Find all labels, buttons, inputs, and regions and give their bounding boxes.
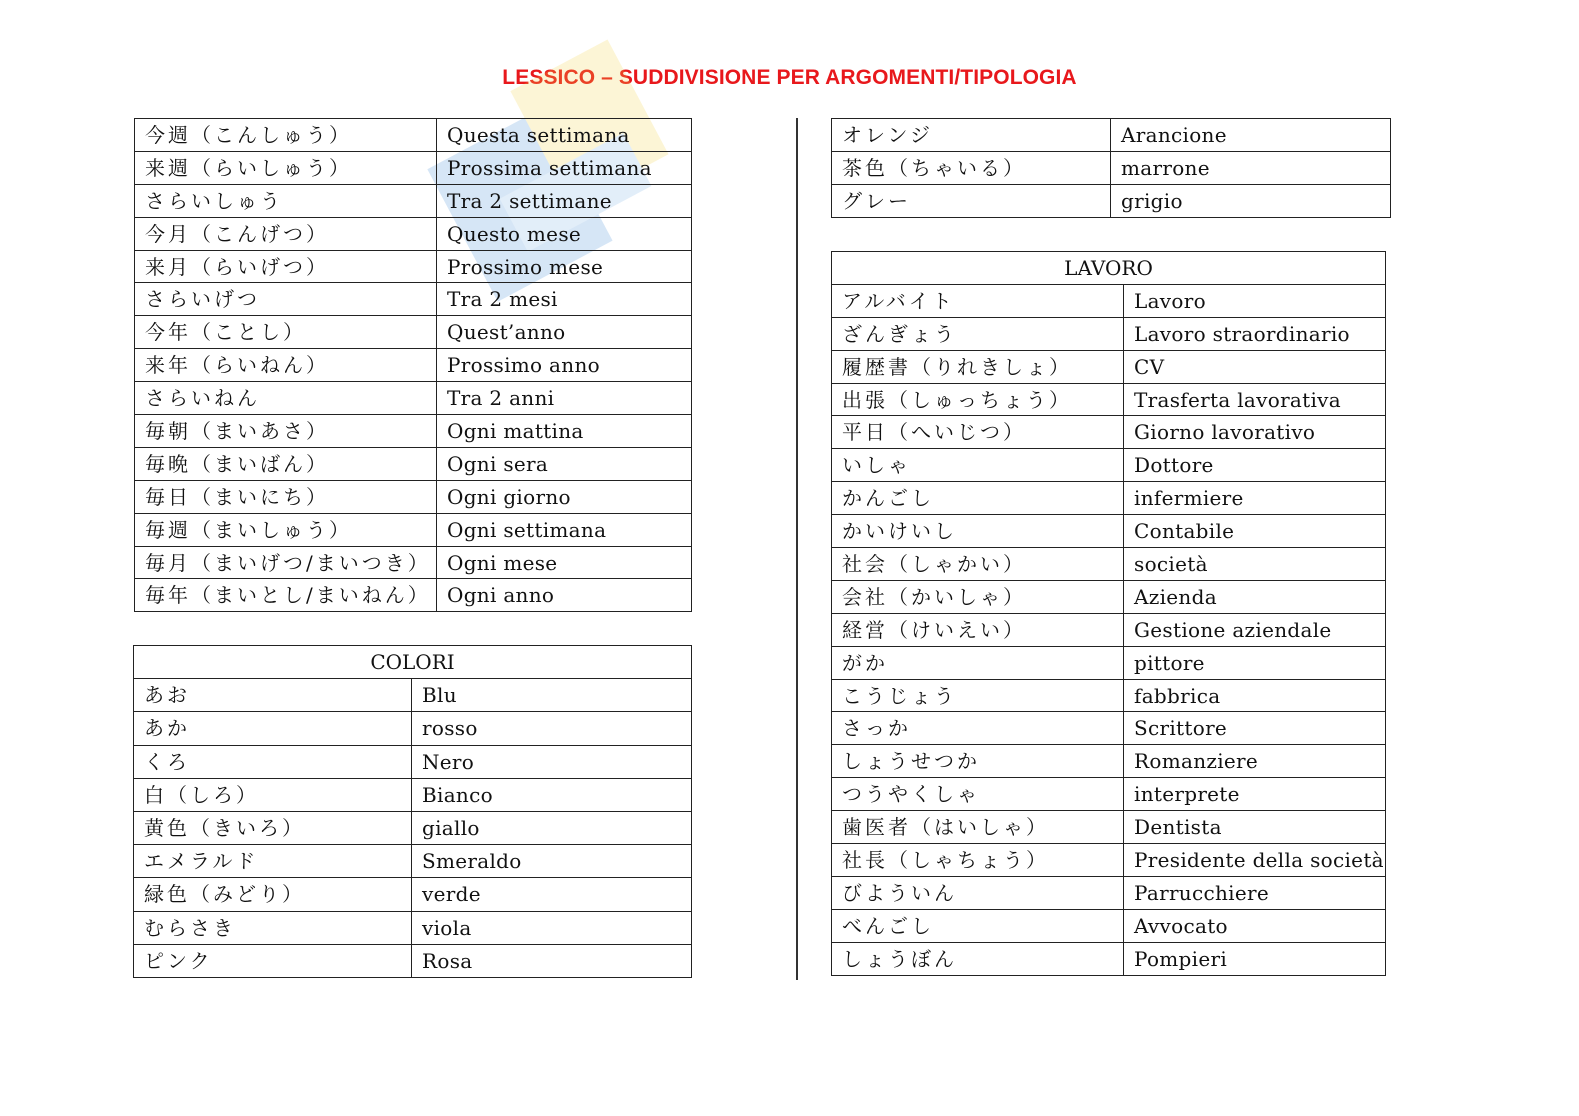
italian-translation: marrone xyxy=(1111,152,1391,185)
japanese-term: さらいしゅう xyxy=(135,184,437,217)
japanese-term: かんごし xyxy=(832,482,1124,515)
table-row xyxy=(134,712,692,745)
italian-translation: Lavoro xyxy=(1124,284,1386,317)
japanese-term: 歯医者（はいしゃ） xyxy=(832,811,1124,844)
japanese-term: さっか xyxy=(832,712,1124,745)
japanese-term: 毎日（まいにち） xyxy=(135,480,437,513)
japanese-term: 毎週（まいしゅう） xyxy=(135,513,437,546)
italian-translation: Tra 2 mesi xyxy=(437,283,692,316)
table-row xyxy=(135,151,692,184)
japanese-term: さらいねん xyxy=(135,382,437,415)
table-row xyxy=(832,646,1386,679)
japanese-term: かいけいし xyxy=(832,515,1124,548)
table-row xyxy=(135,546,692,579)
italian-translation: Azienda xyxy=(1124,580,1386,613)
japanese-term: グレー xyxy=(832,185,1111,218)
italian-translation: Ogni mattina xyxy=(437,415,692,448)
italian-translation: Questa settimana xyxy=(437,119,692,152)
table-row xyxy=(134,745,692,778)
italian-translation: pittore xyxy=(1124,646,1386,679)
table-row xyxy=(832,679,1386,712)
colors-table-header: COLORI xyxy=(134,646,692,679)
italian-translation: Dottore xyxy=(1124,449,1386,482)
japanese-term: しょうせつか xyxy=(832,745,1124,778)
japanese-term: あお xyxy=(134,679,412,712)
japanese-term: しょうぼん xyxy=(832,942,1124,975)
japanese-term: 平日（へいじつ） xyxy=(832,416,1124,449)
table-row xyxy=(135,316,692,349)
table-row xyxy=(135,382,692,415)
japanese-term: 毎晩（まいばん） xyxy=(135,447,437,480)
japanese-term: 毎年（まいとし/まいねん） xyxy=(135,579,437,612)
italian-translation: Lavoro straordinario xyxy=(1124,317,1386,350)
japanese-term: 緑色（みどり） xyxy=(134,878,412,911)
japanese-term: 白（しろ） xyxy=(134,778,412,811)
italian-translation: Bianco xyxy=(412,778,692,811)
table-row xyxy=(832,383,1386,416)
italian-translation: Ogni mese xyxy=(437,546,692,579)
table-row xyxy=(832,844,1386,877)
italian-translation: Avvocato xyxy=(1124,909,1386,942)
table-row xyxy=(134,911,692,944)
japanese-term: 社長（しゃちょう） xyxy=(832,844,1124,877)
table-row xyxy=(135,349,692,382)
italian-translation: infermiere xyxy=(1124,482,1386,515)
japanese-term: 社会（しゃかい） xyxy=(832,548,1124,581)
italian-translation: Gestione aziendale xyxy=(1124,613,1386,646)
japanese-term: びよういん xyxy=(832,876,1124,909)
italian-translation: Questo mese xyxy=(437,217,692,250)
italian-translation: viola xyxy=(412,911,692,944)
italian-translation: grigio xyxy=(1111,185,1391,218)
table-row xyxy=(134,778,692,811)
italian-translation: Prossimo anno xyxy=(437,349,692,382)
table-row xyxy=(832,482,1386,515)
table-row xyxy=(135,250,692,283)
japanese-term: 来年（らいねん） xyxy=(135,349,437,382)
japanese-term: 茶色（ちゃいる） xyxy=(832,152,1111,185)
italian-translation: Prossima settimana xyxy=(437,151,692,184)
table-row xyxy=(134,811,692,844)
italian-translation: giallo xyxy=(412,811,692,844)
italian-translation: Presidente della società xyxy=(1124,844,1386,877)
table-row xyxy=(832,811,1386,844)
table-row xyxy=(832,580,1386,613)
japanese-term: アルバイト xyxy=(832,284,1124,317)
japanese-term: 今月（こんげつ） xyxy=(135,217,437,250)
japanese-term: くろ xyxy=(134,745,412,778)
table-row xyxy=(832,449,1386,482)
column-divider xyxy=(796,118,798,980)
italian-translation: CV xyxy=(1124,350,1386,383)
table-row xyxy=(134,944,692,977)
japanese-term: べんごし xyxy=(832,909,1124,942)
italian-translation: Ogni anno xyxy=(437,579,692,612)
table-row xyxy=(832,284,1386,317)
japanese-term: いしゃ xyxy=(832,449,1124,482)
work-table xyxy=(831,251,1386,976)
table-row xyxy=(832,119,1391,152)
italian-translation: Quest’anno xyxy=(437,316,692,349)
italian-translation: rosso xyxy=(412,712,692,745)
japanese-term: ざんぎょう xyxy=(832,317,1124,350)
italian-translation: Ogni sera xyxy=(437,447,692,480)
italian-translation: Tra 2 settimane xyxy=(437,184,692,217)
time-expressions-table xyxy=(134,118,692,612)
table-row xyxy=(832,185,1391,218)
italian-translation: Arancione xyxy=(1111,119,1391,152)
table-row xyxy=(135,513,692,546)
italian-translation: società xyxy=(1124,548,1386,581)
japanese-term: 会社（かいしゃ） xyxy=(832,580,1124,613)
japanese-term: 出張（しゅっちょう） xyxy=(832,383,1124,416)
italian-translation: Smeraldo xyxy=(412,845,692,878)
japanese-term: つうやくしゃ xyxy=(832,778,1124,811)
work-table-header: LAVORO xyxy=(832,252,1386,285)
table-row xyxy=(134,878,692,911)
table-row xyxy=(135,283,692,316)
japanese-term: 来月（らいげつ） xyxy=(135,250,437,283)
italian-translation: Ogni giorno xyxy=(437,480,692,513)
table-row xyxy=(832,613,1386,646)
italian-translation: Dentista xyxy=(1124,811,1386,844)
italian-translation: Pompieri xyxy=(1124,942,1386,975)
japanese-term: 黄色（きいろ） xyxy=(134,811,412,844)
japanese-term: 履歴書（りれきしょ） xyxy=(832,350,1124,383)
table-row xyxy=(832,876,1386,909)
japanese-term: エメラルド xyxy=(134,845,412,878)
italian-translation: Tra 2 anni xyxy=(437,382,692,415)
table-row xyxy=(135,217,692,250)
table-row xyxy=(134,679,692,712)
table-row xyxy=(832,416,1386,449)
table-row xyxy=(832,152,1391,185)
table-row xyxy=(832,712,1386,745)
japanese-term: 今年（ことし） xyxy=(135,316,437,349)
italian-translation: Nero xyxy=(412,745,692,778)
table-row xyxy=(832,350,1386,383)
table-row xyxy=(135,579,692,612)
japanese-term: 毎朝（まいあさ） xyxy=(135,415,437,448)
table-row xyxy=(832,515,1386,548)
italian-translation: interprete xyxy=(1124,778,1386,811)
japanese-term: 今週（こんしゅう） xyxy=(135,119,437,152)
colors-table xyxy=(133,645,692,978)
table-row xyxy=(832,909,1386,942)
italian-translation: fabbrica xyxy=(1124,679,1386,712)
italian-translation: Ogni settimana xyxy=(437,513,692,546)
table-row xyxy=(134,845,692,878)
italian-translation: Rosa xyxy=(412,944,692,977)
page-title: LESSICO – SUDDIVISIONE PER ARGOMENTI/TIPOLOGIA xyxy=(502,66,1077,89)
table-row xyxy=(832,317,1386,350)
japanese-term: 来週（らいしゅう） xyxy=(135,151,437,184)
italian-translation: Trasferta lavorativa xyxy=(1124,383,1386,416)
japanese-term: あか xyxy=(134,712,412,745)
italian-translation: verde xyxy=(412,878,692,911)
more-colors-table xyxy=(831,118,1391,218)
table-row xyxy=(135,480,692,513)
table-row xyxy=(832,942,1386,975)
japanese-term: こうじょう xyxy=(832,679,1124,712)
table-row xyxy=(832,548,1386,581)
japanese-term: 毎月（まいげつ/まいつき） xyxy=(135,546,437,579)
table-row xyxy=(832,778,1386,811)
japanese-term: がか xyxy=(832,646,1124,679)
japanese-term: さらいげつ xyxy=(135,283,437,316)
italian-translation: Scrittore xyxy=(1124,712,1386,745)
table-row xyxy=(135,415,692,448)
italian-translation: Parrucchiere xyxy=(1124,876,1386,909)
japanese-term: むらさき xyxy=(134,911,412,944)
italian-translation: Contabile xyxy=(1124,515,1386,548)
japanese-term: オレンジ xyxy=(832,119,1111,152)
table-row xyxy=(135,184,692,217)
italian-translation: Giorno lavorativo xyxy=(1124,416,1386,449)
japanese-term: ピンク xyxy=(134,944,412,977)
table-row xyxy=(832,745,1386,778)
italian-translation: Romanziere xyxy=(1124,745,1386,778)
italian-translation: Blu xyxy=(412,679,692,712)
table-row xyxy=(135,447,692,480)
italian-translation: Prossimo mese xyxy=(437,250,692,283)
table-row xyxy=(135,119,692,152)
japanese-term: 経営（けいえい） xyxy=(832,613,1124,646)
